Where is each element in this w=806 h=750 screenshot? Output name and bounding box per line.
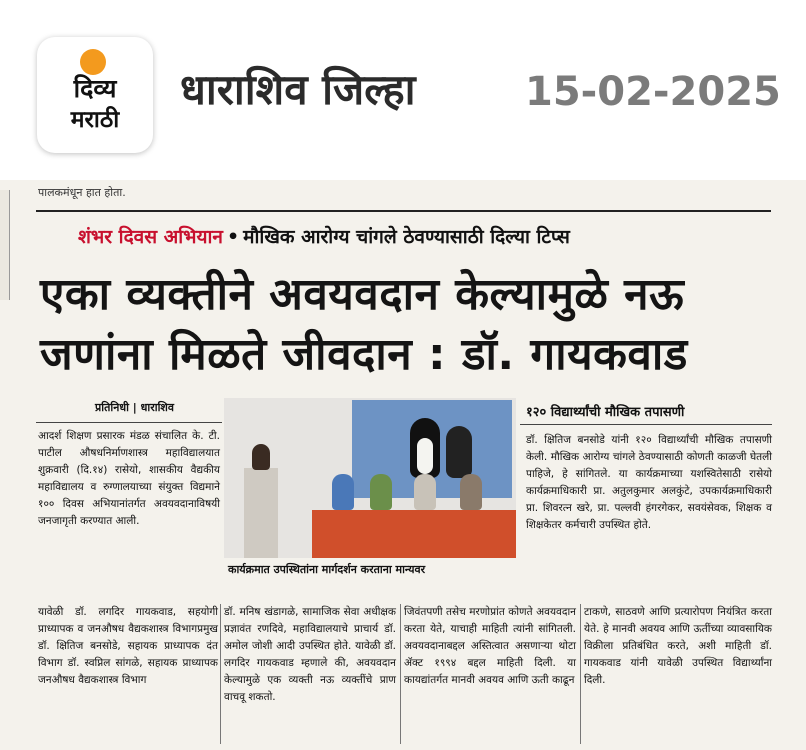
logo-line2: मराठी [70,107,120,133]
column-rule [220,604,221,744]
column-3: जिवंतपणी तसेच मरणोप्रांत कोणते अवयवदान करता येते, याचाही माहिती त्यांनी सांगितली. अवयवदानाबद्दल अस्तित्वात असणाऱ्या थोटा ॲक्ट १९९४ बद्दल माहिती दिली. या कायद्यांतर्गत मानवी अवयव आणि ऊती काढून [404,606,576,686]
app-header [0,0,806,170]
column-2: डॉ. मनिष खंडागळे, सामाजिक सेवा अधीक्षक प्रज्ञावंत रणदिवे, महाविद्यालयाचे प्राचार्य डॉ. अमोल जोशी आदी उपस्थित होते. यावेळी डॉ. लगदिर गायकवाड म्हणाले की, अवयवदान केल्यामुळे एक व्यक्ती नऊ व्यक्तींचे प्राण वाचवू शकतो. [224,606,396,703]
divider [36,422,222,423]
article-headline: एका व्यक्तीने अवयवदान केल्यामुळे नऊ जणांना मिळते जीवदान : डॉ. गायकवाड [40,269,688,380]
edition-date: 15-02-2025 [525,69,781,115]
dais-table [312,510,516,558]
divider [36,210,771,212]
sun-icon [80,49,106,75]
column-1-top: आदर्श शिक्षण प्रसारक मंडळ संचालित के. टी. पाटील औषधनिर्माणशास्त्र महाविद्यालयात शुक्रवारी (दि.१४) रासेयो, शासकीय वैद्यकीय महाविद्यालय व रुग्णालयाच्या संयुक्त विद्यमाने १०० दिवस अभियानांतर्गत अवयवदानाविषयी जनजागृती करण्यात आली. [38,430,220,527]
kicker-campaign: शंभर दिवस अभियान [78,226,223,248]
divya-marathi-logo[interactable] [37,37,153,153]
edition-title: धाराशिव जिल्हा [180,65,416,114]
kicker-subtitle: मौखिक आरोग्य चांगले ठेवण्यासाठी दिल्या टिप्स [243,226,570,248]
divider [520,424,772,425]
logo-line1: दिव्य [73,74,117,103]
column-rule [400,604,401,744]
column-4: टाकणे, साठवणे आणि प्रत्यारोपण नियंत्रित करता येते. हे मानवी अवयव आणि ऊतींच्या व्यावसायिक विक्रीला प्रतिबंधित करते, अशी माहिती डॉ. गायकवाड यांनी यावेळी उपस्थित विद्यार्थ्यांना दिली. [584,606,772,686]
speaker-figure [252,444,270,470]
article-kicker [78,222,570,252]
kicker-separator: • [226,226,240,248]
sidebar-text: डॉ. क्षितिज बनसोडे यांनी १२० विद्यार्थ्यांची मौखिक तपासणी केली. मौखिक आरोग्य चांगले ठेवण्यासाठी कोणती काळजी घेतली पाहिजे, हे सांगितले. या कार्यक्रमाच्या यशस्वितेसाठी रासेयो कार्यक्रमाधिकारी प्रा. अतुलकुमार अलकुंटे, उपकार्यक्रमाधिकारी प्रा. शिवरत्न खरे, प्रा. पल्लवी हंगरगेकर, सवयंसेवक, शिक्षक व शिक्षकेतर कर्मचारी उपस्थित होते. [526,434,772,531]
adjacent-column-edge [0,190,10,300]
byline: प्रतिनिधी | धाराशिव [95,401,175,414]
previous-article-fragment: पालकमंधून हात होता. [38,186,126,199]
column-1-bottom: यावेळी डॉ. लगदिर गायकवाड, सहयोगी प्राध्यापक व जनऔषध वैद्यकशास्त्र विभागप्रमुख डॉ. क्षितिज बनसोडे, सहायक प्राध्यापक दंत विभाग डॉ. स्वप्निल सांगळे, सहायक प्राध्यापक जनऔषध वैद्यकशास्त्र विभाग [38,606,218,686]
event-photo [224,398,516,558]
photo-caption: कार्यक्रमात उपस्थितांना मार्गदर्शन करताना मान्यवर [228,563,426,576]
podium [244,468,278,558]
sidebar-heading: १२० विद्यार्थ्यांची मौखिक तपासणी [526,405,685,420]
column-rule [580,604,581,744]
